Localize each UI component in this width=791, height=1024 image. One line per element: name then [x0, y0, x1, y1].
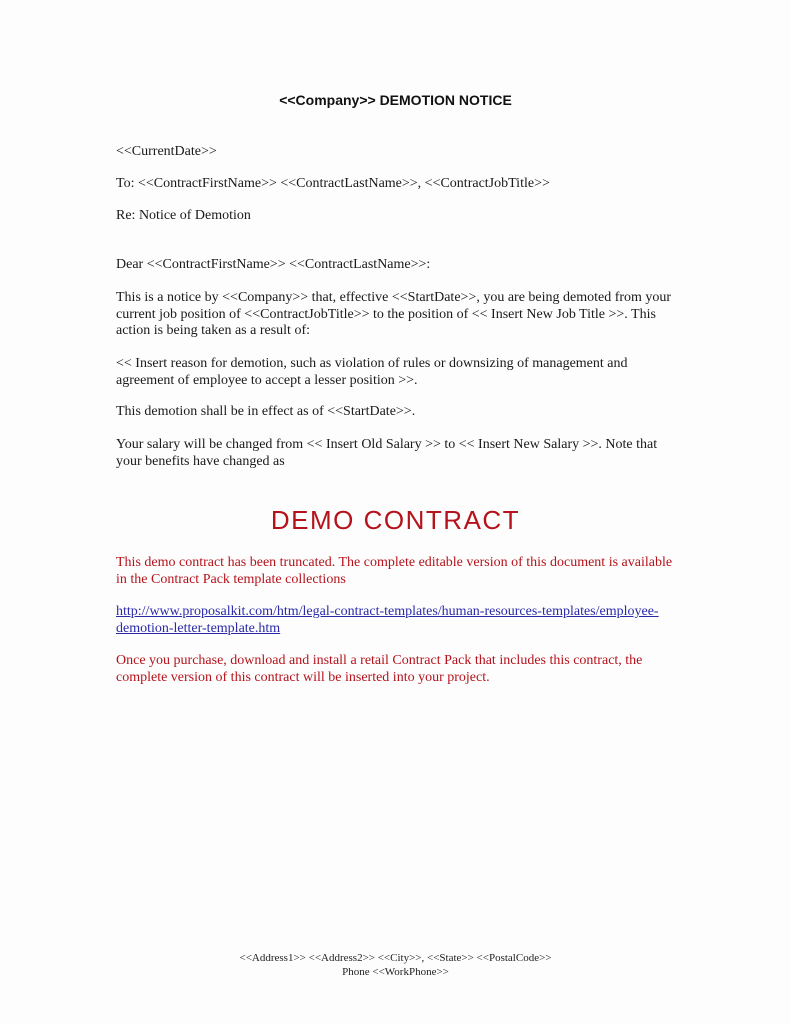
- demo-contract-heading: DEMO CONTRACT: [270, 505, 521, 535]
- body-paragraph-effective: This demotion shall be in effect as of <<StartDate>>.: [116, 404, 416, 419]
- to-line: To: <<ContractFirstName>> <<ContractLastName>>, <<ContractJobTitle>>: [116, 176, 550, 191]
- purchase-notice: Once you purchase, download and install a retail Contract Pack that includes this contract, the complete version of this contract will be inserted into your project.: [116, 653, 643, 685]
- body-paragraph-notice: This is a notice by <<Company>> that, effective <<StartDate>>, you are being demoted from your current job position of <<ContractJobTitle>> to the position of << Insert New Job Title >>. This action is being taken as a result of:: [116, 290, 672, 338]
- template-link[interactable]: http://www.proposalkit.com/htm/legal-contract-templates/human-resources-templates/employee-demotion-letter-template.htm: [116, 604, 659, 636]
- footer-address: <<Address1>> <<Address2>> <<City>>, <<State>> <<PostalCode>>: [239, 952, 552, 964]
- salutation: Dear <<ContractFirstName>> <<ContractLastName>>:: [116, 257, 431, 272]
- page-footer: [0, 951, 791, 979]
- truncated-notice: This demo contract has been truncated. The complete editable version of this document is available in the Contract Pack template collections: [116, 555, 673, 587]
- re-line: Re: Notice of Demotion: [116, 208, 251, 223]
- template-link-paragraph: [116, 604, 676, 637]
- body-paragraph-reason: << Insert reason for demotion, such as violation of rules or downsizing of management and agreement of employee to accept a lesser position >>.: [116, 356, 628, 388]
- document-title: <<Company>> DEMOTION NOTICE: [279, 92, 512, 108]
- current-date: <<CurrentDate>>: [116, 144, 217, 159]
- body-paragraph-salary: Your salary will be changed from << Insert Old Salary >> to << Insert New Salary >>. Note that your benefits have changed as: [116, 437, 658, 469]
- footer-phone: Phone <<WorkPhone>>: [342, 966, 449, 978]
